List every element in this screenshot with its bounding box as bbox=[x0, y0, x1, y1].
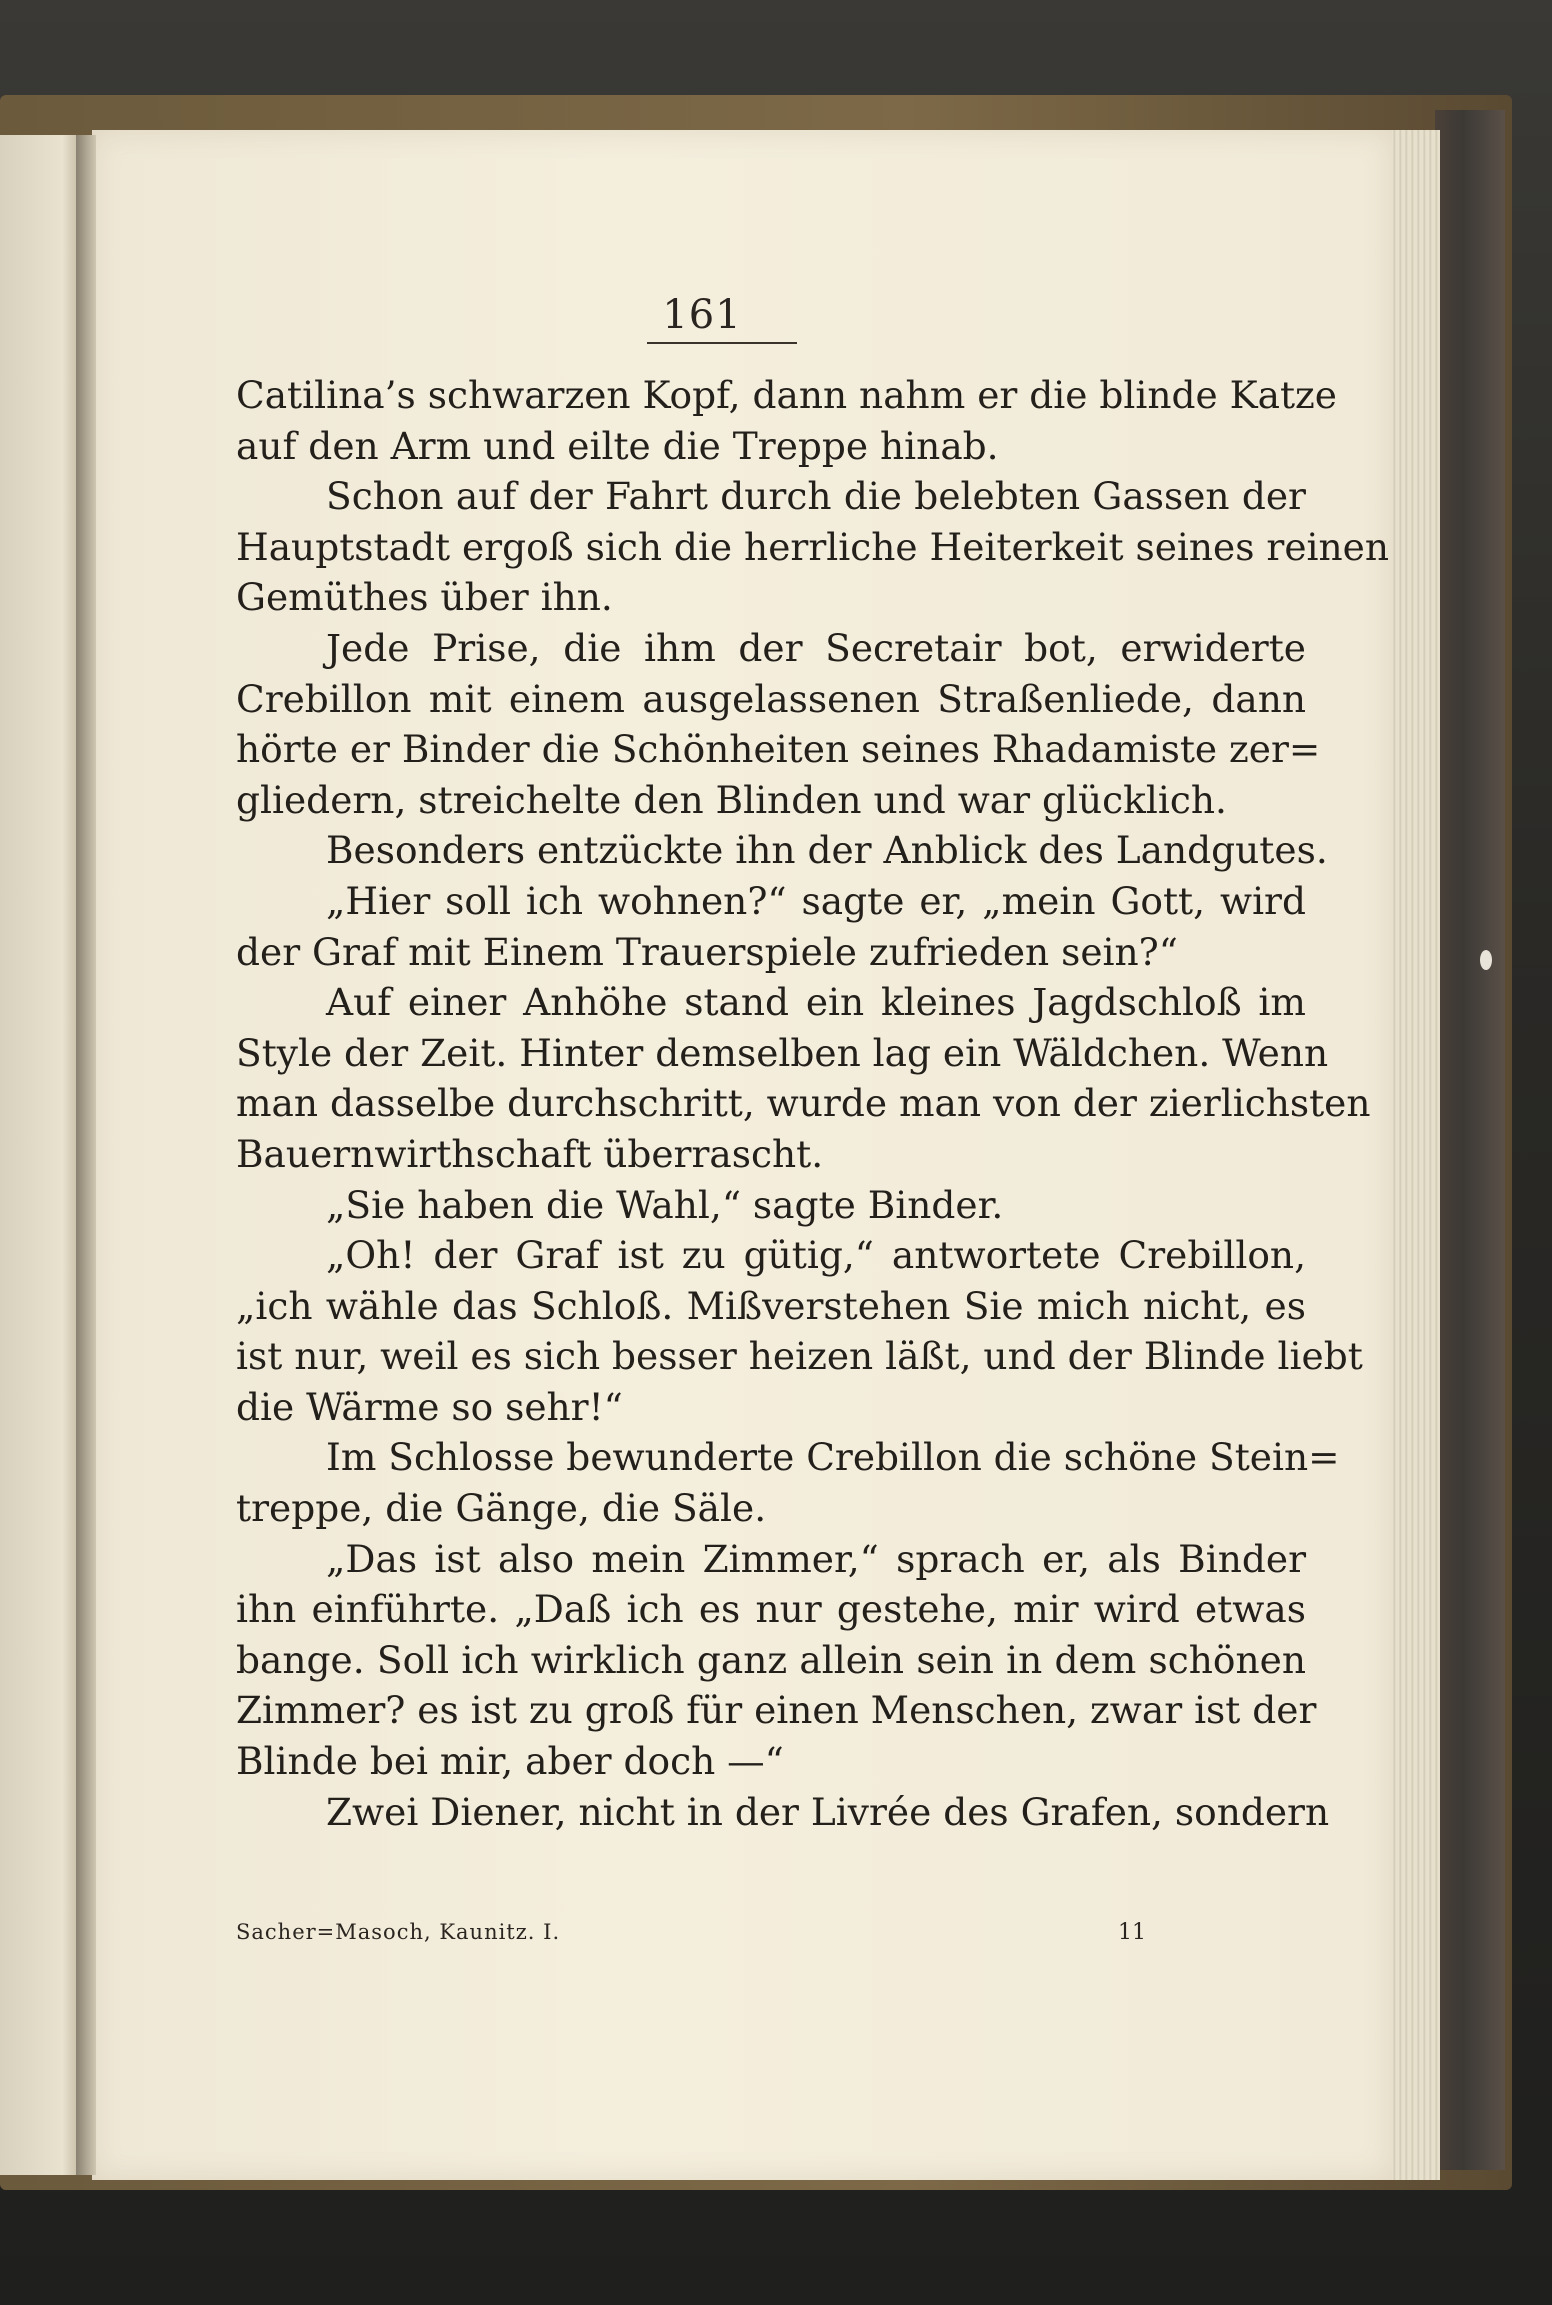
text-line: ist nur, weil es sich besser heizen läßt, und der Blinde liebt bbox=[236, 1334, 1363, 1379]
book-page bbox=[92, 130, 1392, 2180]
gutter-shadow bbox=[76, 135, 96, 2175]
page-number: 161 bbox=[662, 292, 742, 338]
text-line: Blinde bei mir, aber doch —“ bbox=[236, 1739, 784, 1784]
text-line: hörte er Binder die Schönheiten seines Rhadamiste zer= bbox=[236, 727, 1321, 772]
footer-sheet-number: 11 bbox=[1118, 1920, 1146, 1945]
text-line: der Graf mit Einem Trauerspiele zufrieden sein?“ bbox=[236, 929, 1178, 974]
page-stack-edge bbox=[1390, 130, 1440, 2180]
text-line: man dasselbe durchschritt, wurde man von der zierlichsten bbox=[236, 1081, 1371, 1126]
text-line: „Das ist also mein Zimmer,“ sprach er, als Binder bbox=[326, 1536, 1306, 1581]
text-line: gliedern, streichelte den Blinden und war glücklich. bbox=[236, 777, 1227, 822]
text-line: ihn einführte. „Daß ich es nur gestehe, mir wird etwas bbox=[236, 1587, 1306, 1632]
text-line: Im Schlosse bewunderte Crebillon die schöne Stein= bbox=[326, 1435, 1340, 1480]
text-line: Schon auf der Fahrt durch die belebten Gassen der bbox=[326, 474, 1306, 519]
header-rule bbox=[647, 342, 797, 344]
book-spine-edge bbox=[1435, 110, 1505, 2170]
text-line: auf den Arm und eilte die Treppe hinab. bbox=[236, 423, 999, 468]
text-line: „Oh! der Graf ist zu gütig,“ antwortete Crebillon, bbox=[326, 1233, 1306, 1278]
left-page-edge bbox=[0, 135, 78, 2175]
text-line: „Hier soll ich wohnen?“ sagte er, „mein Gott, wird bbox=[326, 878, 1306, 923]
text-line: Catilina’s schwarzen Kopf, dann nahm er die blinde Katze bbox=[236, 373, 1337, 417]
text-line: Hauptstadt ergoß sich die herrliche Heiterkeit seines reinen bbox=[236, 524, 1390, 569]
footer-signature: Sacher=Masoch, Kaunitz. I. bbox=[236, 1920, 561, 1944]
body-text bbox=[236, 370, 1390, 1837]
text-line: Gemüthes über ihn. bbox=[236, 575, 613, 620]
spine-mark bbox=[1480, 950, 1492, 970]
text-line: „ich wähle das Schloß. Mißverstehen Sie mich nicht, es bbox=[236, 1283, 1306, 1328]
text-line: treppe, die Gänge, die Säle. bbox=[236, 1486, 767, 1531]
text-line: „Sie haben die Wahl,“ sagte Binder. bbox=[326, 1182, 1004, 1227]
text-line: Crebillon mit einem ausgelassenen Straßenliede, dann bbox=[236, 676, 1306, 721]
text-line: Zimmer? es ist zu groß für einen Menschen, zwar ist der bbox=[236, 1688, 1317, 1733]
page-footer bbox=[236, 1920, 1236, 1950]
text-line: Bauernwirthschaft überrascht. bbox=[236, 1131, 824, 1176]
text-line: Jede Prise, die ihm der Secretair bot, erwiderte bbox=[326, 625, 1306, 670]
text-line: bange. Soll ich wirklich ganz allein sein in dem schönen bbox=[236, 1637, 1306, 1682]
text-line: Besonders entzückte ihn der Anblick des Landgutes. bbox=[326, 828, 1328, 873]
text-line: Zwei Diener, nicht in der Livrée des Grafen, sondern bbox=[326, 1789, 1330, 1834]
text-line: Auf einer Anhöhe stand ein kleines Jagdschloß im bbox=[326, 980, 1306, 1025]
text-line: die Wärme so sehr!“ bbox=[236, 1384, 623, 1429]
text-line: Style der Zeit. Hinter demselben lag ein Wäldchen. Wenn bbox=[236, 1030, 1329, 1075]
